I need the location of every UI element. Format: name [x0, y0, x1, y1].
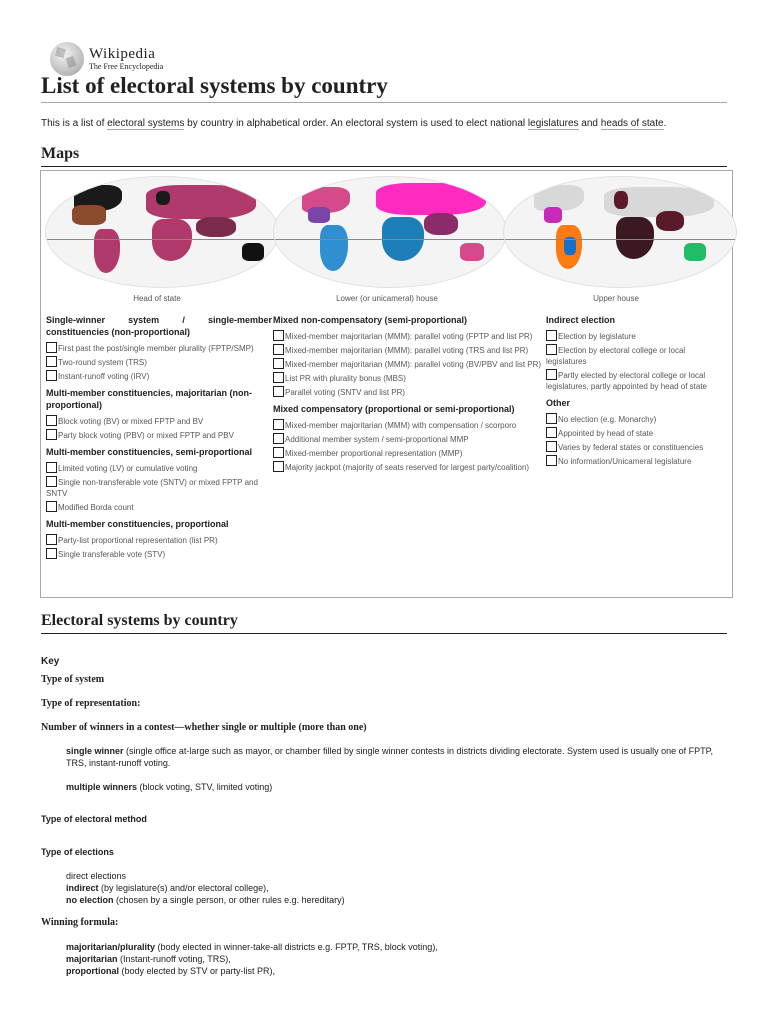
legend-swatch: [273, 461, 284, 472]
legend-item: Two-round system (TRS): [46, 356, 272, 368]
legend-swatch: [46, 429, 57, 440]
legend-item: Party-list proportional representation (list PR): [46, 534, 272, 546]
legend-heading: Indirect election: [546, 315, 616, 325]
def-multiple-winners: multiple winners (block voting, STV, limited voting): [66, 782, 273, 792]
legend-swatch: [273, 344, 284, 355]
key-type-of-elections: Type of elections: [41, 847, 114, 857]
link-electoral-systems[interactable]: electoral systems: [107, 118, 185, 129]
legend-heading: Mixed compensatory (proportional or semi-proportional): [273, 404, 515, 414]
legend-item: Mixed-member majoritarian (MMM): parallel voting (TRS and list PR): [273, 344, 543, 356]
legend-item: Election by electoral college or local legislatures: [546, 346, 686, 366]
legend-heading: Mixed non-compensatory (semi-proportional): [273, 315, 468, 325]
link-legislatures[interactable]: legislatures: [527, 118, 579, 129]
legend-item: Modified Borda count: [46, 501, 272, 513]
def-single-winner: single winner (single office at-large such as mayor, or chamber filled by single winner contests in districts dividing electorate. System used is usually one of FPTP, TRS, instant-runoff voting.: [66, 746, 713, 768]
maps-heading: Maps: [41, 145, 727, 167]
legend-swatch: [46, 342, 57, 353]
section-heading-electoral-systems: Electoral systems by country: [41, 612, 727, 634]
caption-head-of-state: Head of state: [133, 294, 181, 303]
key-type-of-representation: Type of representation:: [41, 698, 141, 709]
legend-item: Election by legislature: [546, 330, 726, 342]
legend-heading: Multi-member constituencies, semi-proportional: [46, 447, 253, 457]
legend-item: First past the post/single member plurality (FPTP/SMP): [46, 342, 272, 354]
logo-name: Wikipedia: [89, 46, 156, 62]
legend-heading: Multi-member constituencies, majoritarian (non-proportional): [46, 388, 253, 410]
logo-tagline: The Free Encyclopedia: [89, 62, 164, 71]
legend-column-1: [46, 314, 272, 562]
legend-heading: Single-winner system / single-member constituencies (non-proportional): [46, 315, 272, 337]
legend-heading: Other: [546, 398, 571, 408]
key-type-of-system: Type of system: [41, 674, 105, 685]
globe-icon: [50, 42, 84, 76]
legend-column-3: [546, 314, 726, 469]
legend-swatch: [546, 330, 557, 341]
wikipedia-logo[interactable]: [50, 42, 163, 76]
map-upper-house[interactable]: [503, 176, 737, 288]
legend-item: Limited voting (LV) or cumulative voting: [46, 462, 272, 474]
legend-swatch: [46, 534, 57, 545]
key-title: Key: [41, 656, 60, 667]
caption-lower-house: Lower (or unicameral) house: [336, 294, 438, 303]
legend-item: Partly elected by electoral college or local legislatures, partly appointed by head of state: [546, 371, 707, 391]
legend-item: Single transferable vote (STV): [46, 548, 272, 560]
def-majoritarian: majoritarian (Instant-runoff voting, TRS),: [66, 954, 231, 964]
key-number-of-winners: Number of winners in a contest—whether single or multiple (more than one): [41, 722, 367, 733]
legend-heading: Multi-member constituencies, proportional: [46, 519, 229, 529]
legend-item: Instant-runoff voting (IRV): [46, 370, 272, 382]
legend-swatch: [46, 476, 57, 487]
caption-upper-house: Upper house: [593, 294, 639, 303]
key-winning-formula: Winning formula:: [41, 917, 119, 928]
page-title: List of electoral systems by country: [41, 73, 727, 103]
legend-item: Majority jackpot (majority of seats reserved for largest party/coalition): [273, 461, 543, 473]
legend-swatch: [546, 455, 557, 466]
legend-column-2: [273, 314, 543, 475]
def-majoritarian-plurality: majoritarian/plurality (body elected in winner-take-all districts e.g. FPTP, TRS, block voting),: [66, 942, 438, 952]
legend-swatch: [273, 330, 284, 341]
legend-item: Block voting (BV) or mixed FPTP and BV: [46, 415, 272, 427]
legend-item: Additional member system / semi-proportional MMP: [273, 433, 543, 445]
legend-item: Mixed-member majoritarian (MMM) with compensation / scorporo: [273, 419, 543, 431]
def-indirect: indirect (by legislature(s) and/or electoral college),: [66, 883, 269, 893]
legend-swatch: [46, 370, 57, 381]
legend-swatch: [46, 356, 57, 367]
link-heads-of-state[interactable]: heads of state: [600, 118, 664, 129]
map-lower-house[interactable]: [273, 176, 507, 288]
legend-item: Mixed-member majoritarian (MMM): parallel voting (BV/PBV and list PR): [273, 358, 543, 370]
def-proportional: proportional (body elected by STV or party-list PR),: [66, 966, 276, 976]
legend-swatch: [46, 548, 57, 559]
legend-swatch: [273, 386, 284, 397]
def-direct: direct elections: [66, 871, 127, 881]
legend-swatch: [273, 419, 284, 430]
intro-paragraph: This is a list of electoral systems by country in alphabetical order. An electoral system is used to elect national legislatures and heads of state.: [41, 118, 667, 129]
legend-item: Parallel voting (SNTV and list PR): [273, 386, 543, 398]
legend-swatch: [546, 413, 557, 424]
legend-swatch: [546, 344, 557, 355]
legend-item: List PR with plurality bonus (MBS): [273, 372, 543, 384]
legend-item: Varies by federal states or constituencies: [546, 441, 726, 453]
map-head-of-state[interactable]: [45, 176, 279, 288]
legend-swatch: [46, 415, 57, 426]
legend-swatch: [273, 433, 284, 444]
legend-item: Appointed by head of state: [546, 427, 726, 439]
legend-item: Single non-transferable vote (SNTV) or mixed FPTP and SNTV: [46, 478, 258, 498]
key-electoral-method: Type of electoral method: [41, 814, 147, 824]
legend-item: No information/Unicameral legislature: [546, 455, 726, 467]
legend-swatch: [273, 447, 284, 458]
legend-swatch: [273, 372, 284, 383]
legend-swatch: [46, 462, 57, 473]
legend-swatch: [46, 501, 57, 512]
legend-item: Party block voting (PBV) or mixed FPTP and PBV: [46, 429, 272, 441]
maps-gallery: [40, 170, 733, 598]
legend-swatch: [546, 441, 557, 452]
legend-item: Mixed-member majoritarian (MMM): parallel voting (FPTP and list PR): [273, 330, 543, 342]
legend-item: Mixed-member proportional representation (MMP): [273, 447, 543, 459]
legend-swatch: [546, 427, 557, 438]
legend-item: No election (e.g. Monarchy): [546, 413, 726, 425]
legend-swatch: [273, 358, 284, 369]
def-no-election: no election (chosen by a single person, or other rules e.g. hereditary): [66, 895, 345, 905]
legend-swatch: [546, 369, 557, 380]
